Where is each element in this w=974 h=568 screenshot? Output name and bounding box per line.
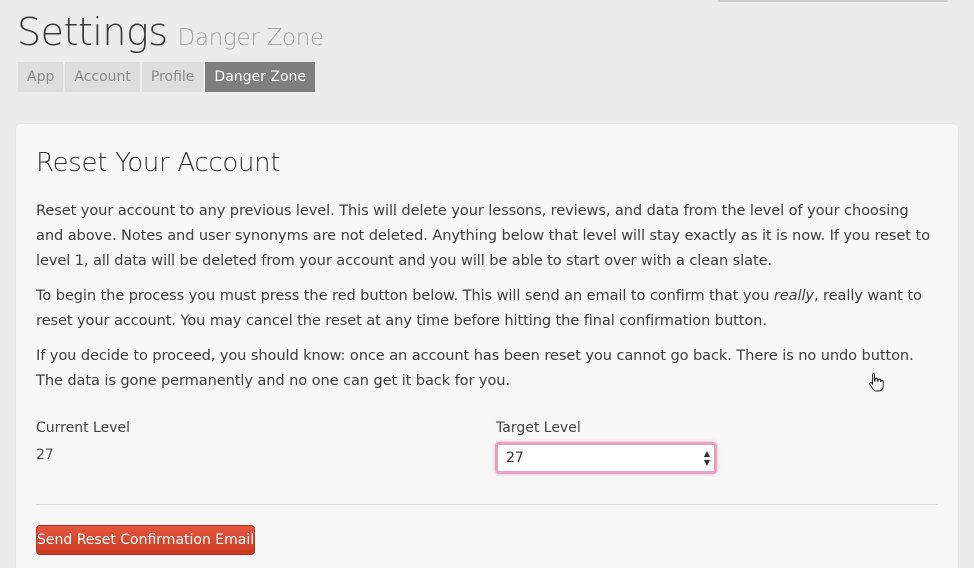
paragraph-2-emphasis: really [773,287,814,304]
divider [36,504,938,505]
page-subtitle: Danger Zone [177,25,324,51]
description-paragraph-3: If you decide to proceed, you should know: once an account has been reset you cannot go back. There is no undo button. The data is gone permanently and no one can get it back for you. [36,347,914,389]
tab-profile[interactable]: Profile [142,62,204,92]
description [36,198,936,403]
reset-account-panel [16,124,958,568]
description-paragraph-2 [36,283,936,333]
current-level-value: 27 [36,447,54,463]
target-level-selected-value: 27 [506,450,524,466]
target-level-label: Target Level [496,420,581,436]
section-title: Reset Your Account [36,148,281,178]
paragraph-2-end: , really want to reset your account. You may cancel the reset at any time before hitting the final confirmation button. [36,287,922,329]
send-reset-email-button[interactable]: Send Reset Confirmation Email [36,525,255,555]
top-edge-bar [718,0,948,2]
hand-pointer-cursor-icon [868,372,884,392]
description-paragraph-1: Reset your account to any previous level. This will delete your lessons, reviews, and data from the level of your choosing and above. Notes and user synonyms are not deleted. Anything below that level will stay exactly as it is now. If you reset to level 1, all data will be deleted from your account and you will be able to start over with a clean slate. [36,202,930,269]
tab-app[interactable]: App [18,62,63,92]
page-title: Settings [17,10,168,54]
target-level-select[interactable] [495,442,717,474]
page-header [17,10,324,54]
tab-danger-zone[interactable]: Danger Zone [205,62,315,92]
tab-account[interactable]: Account [65,62,140,92]
current-level-label: Current Level [36,420,130,436]
select-arrows-icon: ▲ ▼ [703,449,710,467]
settings-tabs [18,62,317,92]
paragraph-2-start: To begin the process you must press the red button below. This will send an email to confirm that you [36,287,774,304]
